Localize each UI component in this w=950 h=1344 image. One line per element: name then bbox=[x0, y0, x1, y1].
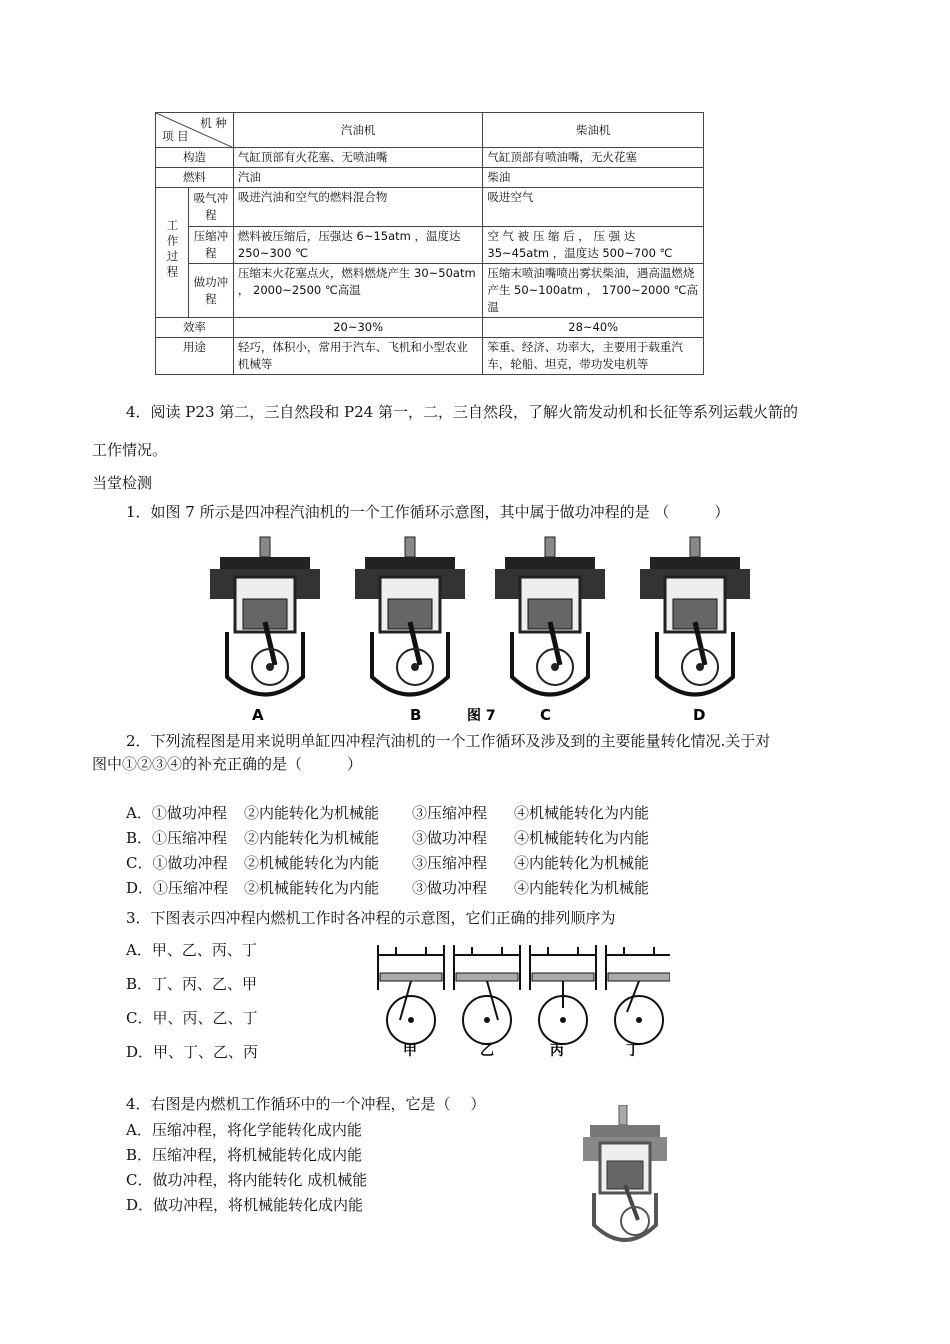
q3-option-c[interactable]: C．甲、丙、乙、丁 bbox=[126, 1009, 258, 1027]
cell: 吸进空气 bbox=[483, 188, 704, 227]
engine-comparison-table bbox=[155, 112, 704, 375]
q3-label-ding: 丁 bbox=[626, 1043, 640, 1059]
q3-text: 3．下图表示四冲程内燃机工作时各冲程的示意图，它们正确的排列顺序为 bbox=[126, 909, 616, 927]
q1-label-b: B bbox=[410, 706, 422, 724]
col-diesel: 柴油机 bbox=[483, 113, 704, 148]
table-row bbox=[156, 188, 704, 227]
q4-option-c[interactable]: C．做功冲程，将内能转化 成机械能 bbox=[126, 1171, 368, 1189]
q3-label-yi: 乙 bbox=[480, 1043, 494, 1059]
item4-line2: 工作情况。 bbox=[92, 441, 168, 459]
row-label: 燃料 bbox=[156, 168, 234, 188]
row-label: 用途 bbox=[156, 338, 234, 375]
item4-line1: 4．阅读 P23 第二，三自然段和 P24 第一，二，三自然段，了解火箭发动机和长征等系列运载火箭的 bbox=[126, 403, 798, 421]
row-label: 效率 bbox=[156, 318, 234, 338]
table-row bbox=[156, 338, 704, 375]
table-row bbox=[156, 168, 704, 188]
q4-text: 4．右图是内燃机工作循环中的一个冲程，它是（ ） bbox=[126, 1095, 486, 1113]
cell: 气缸顶部有火花塞、无喷油嘴 bbox=[233, 148, 483, 168]
q3-option-d[interactable]: D．甲、丁、乙、丙 bbox=[126, 1043, 259, 1061]
table-row bbox=[156, 318, 704, 338]
q4-option-d[interactable]: D．做功冲程，将机械能转化成内能 bbox=[126, 1196, 364, 1214]
cell: 气缸顶部有喷油嘴，无火花塞 bbox=[483, 148, 704, 168]
q3-label-bing: 丙 bbox=[550, 1043, 564, 1059]
table-row bbox=[156, 227, 704, 264]
cell: 柴油 bbox=[483, 168, 704, 188]
process-label-cell bbox=[156, 188, 189, 318]
cell: 吸进汽油和空气的燃料混合物 bbox=[233, 188, 483, 227]
col-gasoline: 汽油机 bbox=[233, 113, 483, 148]
cell: 28~40% bbox=[483, 318, 704, 338]
q2-option-d[interactable]: D．①压缩冲程 ②机械能转化为内能 ③做功冲程 ④内能转化为机械能 bbox=[126, 879, 650, 897]
q2-options bbox=[126, 801, 649, 901]
row-label: 吸气冲程 bbox=[188, 188, 233, 227]
process-label: 工作过程 bbox=[165, 219, 180, 281]
q1-label-c: C bbox=[540, 706, 552, 724]
row-label: 做功冲程 bbox=[188, 264, 233, 318]
cell: 轻巧，体积小，常用于汽车、飞机和小型农业机械等 bbox=[233, 338, 483, 375]
cell: 汽油 bbox=[233, 168, 483, 188]
table-header-row bbox=[156, 113, 704, 148]
corner-bottom-text: 项 目 bbox=[162, 129, 189, 143]
q3-option-a[interactable]: A．甲、乙、丙、丁 bbox=[126, 941, 257, 959]
cell: 压缩末喷油嘴喷出雾状柴油，遇高温燃烧产生 50~100atm ， 1700~2000 ℃高温 bbox=[483, 264, 704, 318]
q3-label-jia: 甲 bbox=[403, 1043, 417, 1059]
section-title: 当堂检测 bbox=[92, 474, 153, 492]
row-label: 压缩冲程 bbox=[188, 227, 233, 264]
q1-label-a: A bbox=[252, 706, 264, 724]
q4-engine-figure bbox=[580, 1105, 670, 1250]
q2-line2: 图中①②③④的补充正确的是（ ） bbox=[92, 755, 363, 773]
fig7-label: 图 7 bbox=[467, 708, 496, 724]
corner-cell bbox=[156, 113, 234, 148]
cell: 压缩末火花塞点火，燃料燃烧产生 30~50atm ， 2000~2500 ℃高温 bbox=[233, 264, 483, 318]
q4-option-a[interactable]: A．压缩冲程，将化学能转化成内能 bbox=[126, 1121, 362, 1139]
table-row bbox=[156, 264, 704, 318]
q2-line1: 2．下列流程图是用来说明单缸四冲程汽油机的一个工作循环及涉及到的主要能量转化情况.关于对 bbox=[126, 732, 771, 750]
q4-option-b[interactable]: B．压缩冲程，将机械能转化成内能 bbox=[126, 1146, 363, 1164]
corner-top-text: 机 种 bbox=[200, 116, 227, 130]
figure-7 bbox=[205, 532, 765, 727]
row-label: 构造 bbox=[156, 148, 234, 168]
cell: 笨重、经济、功率大，主要用于载重汽车，轮船、坦克，带功发电机等 bbox=[483, 338, 704, 375]
q2-option-a[interactable]: A．①做功冲程 ②内能转化为机械能 ③压缩冲程 ④机械能转化为内能 bbox=[126, 804, 650, 822]
q2-option-c[interactable]: C．①做功冲程 ②机械能转化为内能 ③压缩冲程 ④内能转化为机械能 bbox=[126, 854, 650, 872]
q3-option-b[interactable]: B．丁、丙、乙、甲 bbox=[126, 975, 258, 993]
q3-figure bbox=[370, 940, 670, 1060]
cell: 20~30% bbox=[233, 318, 483, 338]
q1-text: 1．如图 7 所示是四冲程汽油机的一个工作循环示意图，其中属于做功冲程的是 （ ） bbox=[126, 503, 730, 521]
cell: 燃料被压缩后，压强达 6~15atm ，温度达 250~300 ℃ bbox=[233, 227, 483, 264]
table-row bbox=[156, 148, 704, 168]
q1-label-d: D bbox=[693, 706, 706, 724]
q2-option-b[interactable]: B．①压缩冲程 ②内能转化为机械能 ③做功冲程 ④机械能转化为内能 bbox=[126, 829, 650, 847]
cell: 空 气 被 压 缩 后 ， 压 强 达 35~45atm ，温度达 500~700 ℃ bbox=[483, 227, 704, 264]
